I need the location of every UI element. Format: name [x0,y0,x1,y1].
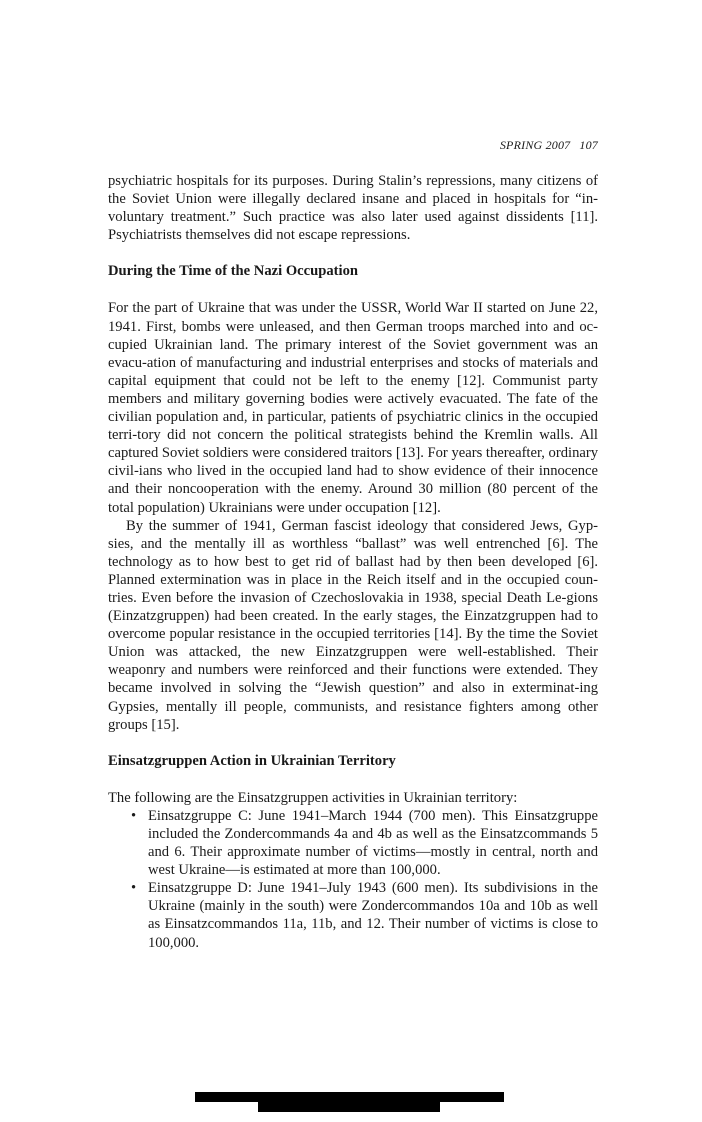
bullet-icon: • [131,880,137,897]
page-number: 107 [579,138,598,152]
paragraph-fascist-ideology: By the summer of 1941, German fascist ideology that considered Jews, Gyp-sies, and the mentally ill as worthless “ballast” was well entrenched [6]. The technology as to how best to get rid of ballast had by then been developed [6]. Planned extermination was in place in the Reich itself and in the occupied coun-tries. Even before the invasion of Czechoslovakia in 1938, special Death Le-gions (Einzatzgruppen) had been created. In the early stages, the Einzatzgruppen had to overcome popular resistance in the occupied territories [14]. By the time the Soviet Union was attacked, the new Einzatzgruppen were well-established. Their weaponry and numbers were reinforced and their functions were extended. They became involved in solving the “Jewish question” and also in exterminat-ing Gypsies, mentally ill people, communists, and resistance fighters among other groups [15]. [108,517,598,733]
list-item [108,879,598,951]
intro-paragraph: psychiatric hospitals for its purposes. During Stalin’s repressions, many citizens of the Soviet Union were illegally declared insane and placed in hospitals for “in-voluntary treatment.” Such practice was also later used against dissidents [11]. Psychiatrists themselves did not escape repressions. [108,173,598,244]
article-body [108,172,598,952]
paragraph-ukraine-ww2: For the part of Ukraine that was under the USSR, World War II started on June 22, 1941. First, bombs were unleased, and then German troops marched into and oc-cupied Ukrainian land. The primary interest of the Soviet government was an evacu-ation of manufacturing and industrial enterprises and stocks of materials and capital equipment that could not be left to the enemy [12]. Communist party members and military governing bodies were actively evacuated. The fate of the civilian population and, in particular, patients of psychiatric clinics in the occupied terri-tory did not concern the political strategists behind the Kremlin walls. All captured Soviet soldiers were considered traitors [13]. For years thereafter, ordinary civil-ians who lived in the occupied land had to show evidence of their innocence and their noncooperation with the enemy. Around 30 million (80 percent of the total population) Ukrainians were under occupation [12]. [108,300,598,516]
list-intro: The following are the Einsatzgruppen activities in Ukrainian territory: [108,789,518,806]
bullet-icon: • [131,807,137,824]
redaction-bar [258,1100,440,1112]
list-item-text: Einsatzgruppe D: June 1941–July 1943 (600 men). Its subdivisions in the Ukraine (mainly in the south) were Zondercommandos 10a and 10b as well as Einsatzcommandos 11a, 11b, and 12. Their number of victims is close to 100,000. [148,880,598,951]
running-head [500,138,598,153]
list-item-text: Einsatzgruppe C: June 1941–March 1944 (700 men). This Einsatzgruppe included the Zondercommands 4a and 4b as well as the Einsatzcommands 5 and 6. Their approximate number of victims—mostly in central, north and west Ukraine—is estimated at more than 100,000. [148,807,598,879]
section-heading-nazi-occupation: During the Time of the Nazi Occupation [108,263,358,280]
section-heading-einsatzgruppen: Einsatzgruppen Action in Ukrainian Territory [108,752,396,769]
einsatzgruppen-list [108,807,598,952]
list-item [108,807,598,879]
journal-issue: SPRING 2007 [499,138,571,152]
